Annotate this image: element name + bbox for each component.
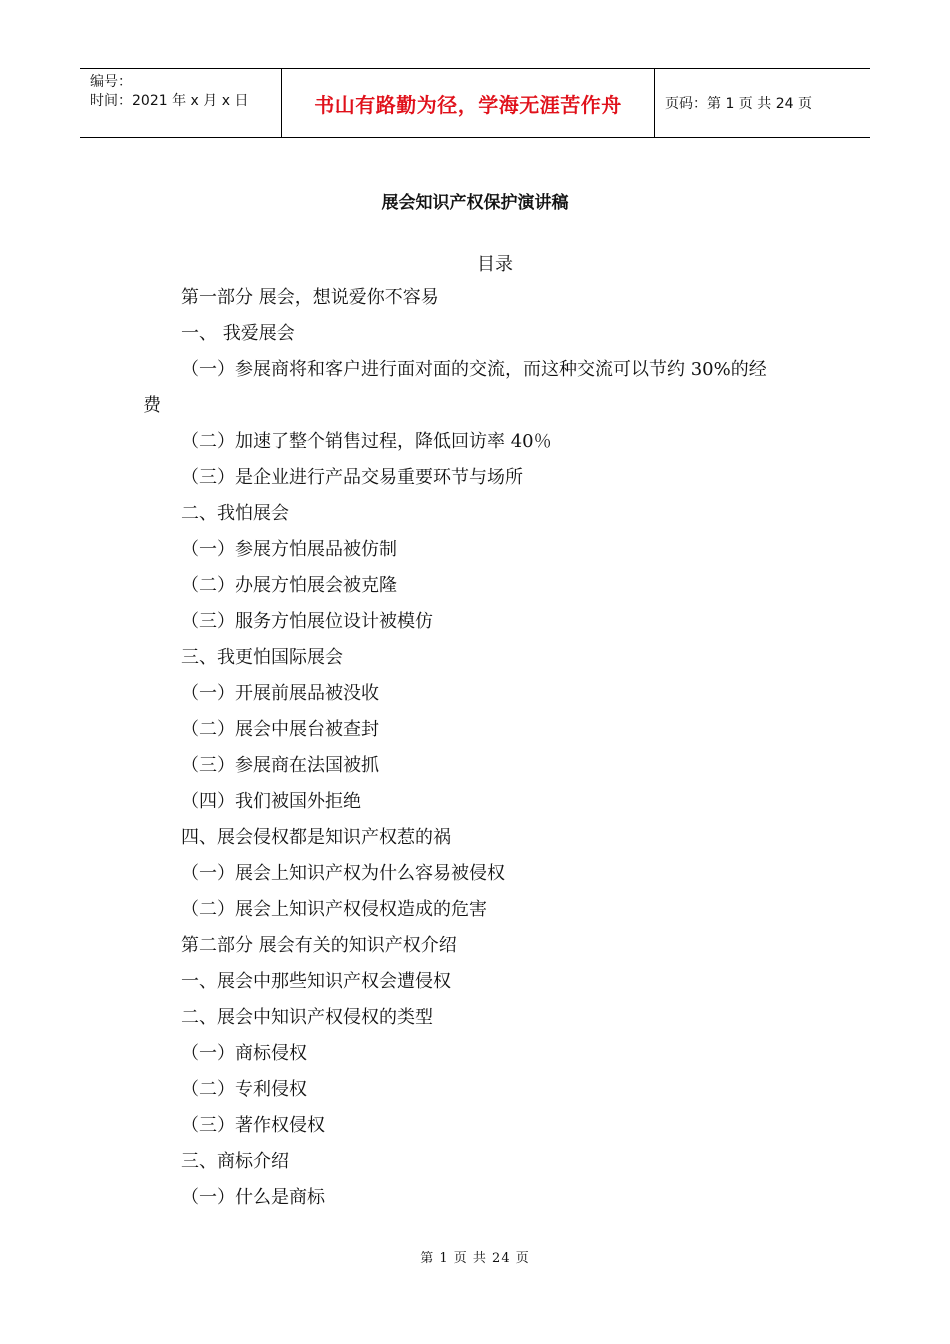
toc-item: 一、 我爱展会	[181, 323, 295, 344]
toc-item: （二）加速了整个销售过程，降低回访率 40％	[181, 431, 552, 452]
toc-item: 第一部分 展会，想说爱你不容易	[181, 287, 439, 308]
toc-item: （四）我们被国外拒绝	[181, 791, 361, 812]
toc-item: （三）是企业进行产品交易重要环节与场所	[181, 467, 523, 488]
toc-item: （三）服务方怕展位设计被模仿	[181, 611, 433, 632]
toc-item: （二）展会中展台被查封	[181, 719, 379, 740]
toc-item: （一）什么是商标	[181, 1187, 325, 1208]
toc-item: （一）开展前展品被没收	[181, 683, 379, 704]
toc-item: （三）著作权侵权	[181, 1115, 325, 1136]
toc-item: 三、我更怕国际展会	[181, 647, 343, 668]
header-page-info: 页码：第 1 页 共 24 页	[665, 96, 812, 112]
number-label: 编号：	[90, 74, 132, 90]
toc-item: 一、展会中那些知识产权会遭侵权	[181, 971, 451, 992]
toc-item: （二）办展方怕展会被克隆	[181, 575, 397, 596]
page-footer: 第 1 页 共 24 页	[420, 1251, 530, 1266]
toc-item: 二、展会中知识产权侵权的类型	[181, 1007, 433, 1028]
header-motto: 书山有路勤为径，学海无涯苦作舟	[282, 69, 655, 137]
toc-item: （二）专利侵权	[181, 1079, 307, 1100]
toc-item: 费	[143, 395, 161, 416]
document-title: 展会知识产权保护演讲稿	[381, 193, 569, 213]
toc-item: （三）参展商在法国被抓	[181, 755, 379, 776]
toc-item: 三、商标介绍	[181, 1151, 289, 1172]
toc-item: （一）参展方怕展品被仿制	[181, 539, 397, 560]
toc-item: （一）商标侵权	[181, 1043, 307, 1064]
toc-item: （二）展会上知识产权侵权造成的危害	[181, 899, 487, 920]
toc-item: 二、我怕展会	[181, 503, 289, 524]
toc-item: （一）展会上知识产权为什么容易被侵权	[181, 863, 505, 884]
toc-item: （一）参展商将和客户进行面对面的交流，而这种交流可以节约 30%的经	[181, 359, 767, 380]
time-label: 时间：2021 年 x 月 x 日	[90, 93, 249, 109]
toc-heading: 目录	[477, 254, 513, 275]
toc-item: 第二部分 展会有关的知识产权介绍	[181, 935, 457, 956]
header-table	[80, 68, 870, 138]
toc-item: 四、展会侵权都是知识产权惹的祸	[181, 827, 451, 848]
header-meta-cell	[80, 69, 282, 137]
